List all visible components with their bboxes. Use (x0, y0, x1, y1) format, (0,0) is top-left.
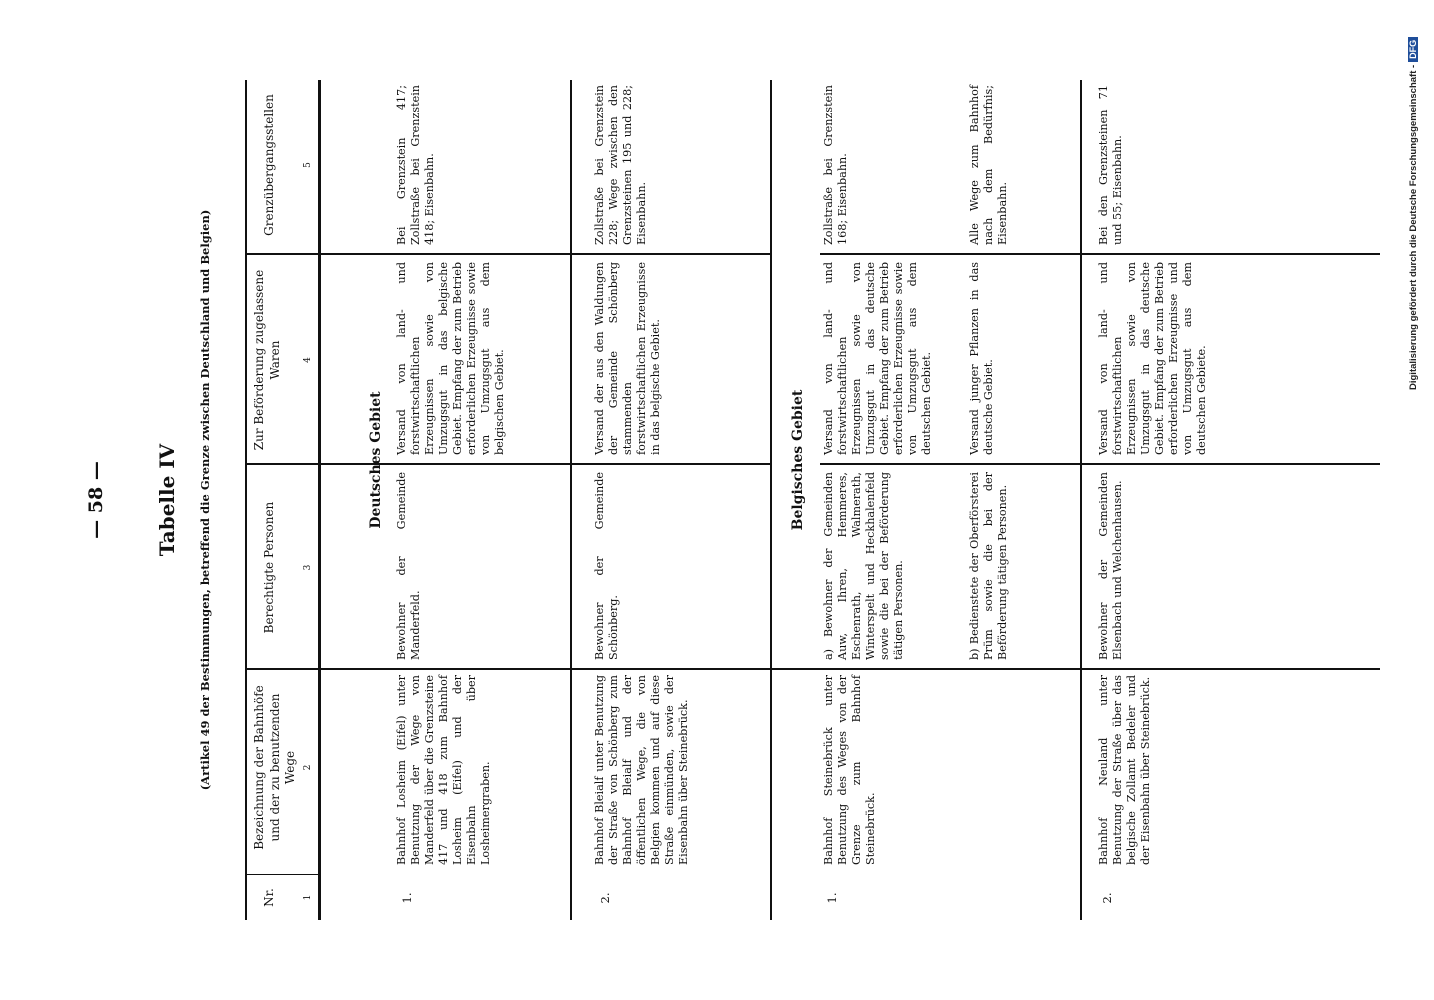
table-subtitle: (Artikel 49 der Bestimmungen, betreffend die Grenze zwischen Deutschland und Belgien) (198, 209, 212, 791)
column-separator (245, 253, 770, 255)
header-bahnhoefe: Bezeichnung der Bahnhöfe und der zu benutzenden Wege (252, 685, 298, 850)
cell-personen-b: b) Bedienstete der Oberförsterei Prüm sowie die bei der Beförderung tätigen Personen. (968, 472, 1009, 660)
cell-personen: Bewohner der Gemeinde Manderfeld. (395, 472, 422, 660)
column-number: 2 (303, 764, 313, 771)
cell-waren-a: Versand von land- und forstwirtschaftlichen Erzeugnissen sowie von Umzugsgut in das deutsche Gebiet. Empfang der zum Betrieb erforderlichen Erzeugnisse sowie von Umzugsgut aus dem deutschen Gebiet. (822, 262, 933, 455)
cell-grenz: Bei den Grenzsteinen 71 und 55; Eisenbahn. (1097, 85, 1124, 245)
header-bottom-rule (318, 80, 321, 920)
table-title: Tabelle IV (155, 443, 179, 557)
row-number: 1. (825, 892, 839, 904)
section-1-row-divider (570, 80, 572, 920)
cell-bahnhof: Bahnhof Steinebrück unter Benutzung des Weges von der Grenze zum Bahnhof Steinebrück. (822, 675, 877, 865)
cell-bahnhof: Bahnhof Neuland unter Benutzung der Straße über das belgische Zollamt Bedeler und der Eisenbahn über Steinebrück. (1097, 675, 1152, 865)
cell-personen: Bewohner der Gemeinden Elsenbach und Welchenhausen. (1097, 472, 1124, 660)
column-number: 3 (303, 564, 313, 571)
column-number: 5 (303, 162, 313, 168)
cell-grenz: Bei Grenzstein 417; Zollstraße bei Grenzstein 418; Eisenbahn. (395, 85, 436, 245)
column-separator (245, 463, 770, 465)
column-number: 4 (303, 357, 313, 363)
cell-grenz-a: Zollstraße bei Grenzstein 168; Eisenbahn. (822, 85, 849, 245)
column-separator (820, 463, 1380, 465)
header-nr: Nr. (262, 888, 276, 907)
cell-waren-b: Versand junger Pflanzen in das deutsche Gebiet. (968, 262, 995, 455)
cell-waren: Versand von land- und forstwirtschaftlichen Erzeugnissen sowie von Umzugsgut in das belgische Gebiet. Empfang der zum Betrieb erforderlichen Erzeugnisse sowie von Umzugsgut aus dem belgischen Gebiet. (395, 262, 506, 455)
cell-personen: Bewohner der Gemeinde Schönberg. (593, 472, 620, 660)
section-2-row-divider (1080, 80, 1082, 920)
header-personen: Berechtigte Personen (262, 501, 276, 634)
cell-bahnhof: Bahnhof Bleialf unter Benutzung der Straße von Schönberg zum Bahnhof Bleialf und der öffentlichen Wege, die von Belgien kommen und auf diese Straße einmünden, sowie der Eisenbahn über Steinebrück. (593, 675, 690, 865)
cell-personen-a: a) Bewohner der Gemeinden Auw, Ihren, Hemmeres, Eschenrath, Walmerath, Winterspelt und Heckhalenfeld sowie die bei der Beförderung tätigen Personen. (822, 472, 905, 660)
row-number: 1. (400, 892, 414, 904)
section-title-deutsches-gebiet: Deutsches Gebiet (368, 391, 384, 529)
header-grenz: Grenzübergangsstellen (262, 94, 276, 236)
section-1-bottom-rule (770, 80, 772, 920)
column-separator (820, 668, 1380, 670)
cell-grenz-b: Alle Wege zum Bahnhof nach dem Bedürfnis; Eisenbahn. (968, 85, 1009, 245)
cell-waren: Versand von land- und forstwirtschaftlichen Erzeugnissen sowie von Umzugsgut in das deutsche Gebiet. Empfang der zum Betrieb erforderlichen Erzeugnisse und von Umzugsgut aus dem deutschen Gebiete. (1097, 262, 1208, 455)
column-number: 1 (303, 894, 313, 901)
table-top-rule (245, 80, 247, 920)
dfg-logo: DFG (1408, 37, 1418, 62)
cell-waren: Versand der aus den Waldungen der Gemeinde Schönberg stammenden forstwirtschaftlichen Erzeugnisse in das belgische Gebiet. (593, 262, 662, 455)
row-number: 2. (1100, 892, 1114, 904)
cell-bahnhof: Bahnhof Losheim (Eifel) unter Benutzung der Wege von Manderfeld über die Grenzsteine 417 und 418 zum Bahnhof Losheim (Eifel) und der Eisenbahn über Losheimergraben. (395, 675, 492, 865)
header-waren: Zur Beförderung zugelassene Waren (252, 269, 282, 451)
digitization-footer (1408, 37, 1419, 390)
page-number: — 58 — (85, 461, 107, 539)
cell-grenz: Zollstraße bei Grenzstein 228; Wege zwischen den Grenzsteinen 195 und 228; Eisenbahn. (593, 85, 648, 245)
footer-text: Digitalisierung gefördert durch die Deutsche Forschungsgemeinschaft - (1408, 64, 1419, 390)
row-number: 2. (598, 892, 612, 904)
section-title-belgisches-gebiet: Belgisches Gebiet (790, 389, 806, 531)
column-separator (820, 253, 1380, 255)
